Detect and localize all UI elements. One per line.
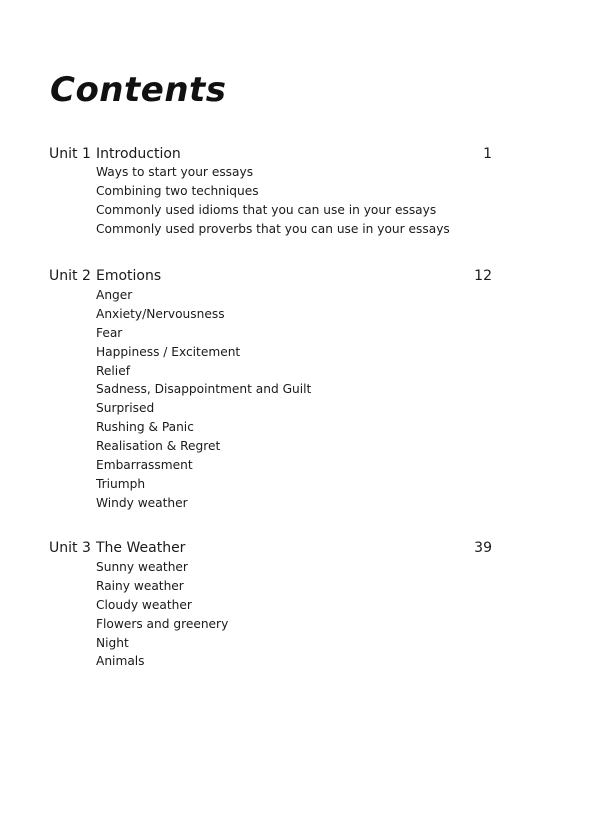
topic-item[interactable]: Sadness, Disappointment and Guilt [96, 382, 312, 397]
topic-item[interactable]: Fear [96, 325, 123, 340]
topic-item[interactable]: Surprised [96, 401, 155, 416]
topic-item[interactable]: Realisation & Regret [96, 439, 221, 454]
topic-item[interactable]: Anger [96, 288, 133, 302]
unit-number: Unit 3 [49, 540, 91, 556]
topic-item[interactable]: Anxiety/Nervousness [96, 306, 225, 321]
topic-list [49, 286, 492, 513]
unit-heading[interactable] [49, 538, 492, 558]
topic-item[interactable]: Rainy weather [96, 578, 184, 593]
topic-item[interactable]: Triumph [96, 476, 146, 491]
topic-item[interactable]: Relief [96, 363, 130, 378]
page-title: Contents [50, 70, 227, 110]
topic-item[interactable]: Cloudy weather [96, 597, 192, 612]
topic-item[interactable]: Combining two techniques [96, 183, 259, 198]
unit-page-number: 1 [483, 146, 492, 162]
topic-item[interactable]: Embarrassment [96, 458, 193, 473]
topic-item[interactable]: Rushing & Panic [96, 420, 194, 435]
toc-unit-3 [49, 538, 492, 671]
topic-item[interactable]: Ways to start your essays [96, 165, 254, 179]
topic-item[interactable]: Commonly used proverbs that you can use in your essays [96, 221, 450, 236]
topic-item[interactable]: Flowers and greenery [96, 616, 229, 631]
topic-item[interactable]: Commonly used idioms that you can use in your essays [96, 202, 437, 217]
topic-item[interactable]: Sunny weather [96, 560, 188, 574]
topic-item[interactable]: Happiness / Excitement [96, 344, 241, 359]
unit-heading[interactable] [49, 266, 492, 286]
topic-item[interactable]: Animals [96, 654, 145, 669]
unit-number: Unit 2 [49, 268, 91, 284]
topic-list [49, 558, 492, 671]
topic-item[interactable]: Night [96, 635, 129, 650]
unit-page-number: 12 [474, 268, 492, 284]
topic-item[interactable]: Windy weather [96, 495, 188, 510]
toc-unit-2 [49, 266, 492, 513]
topic-list [49, 163, 492, 239]
toc-unit-1 [49, 144, 492, 239]
unit-title: Introduction [96, 146, 181, 162]
unit-title: The Weather [96, 540, 186, 556]
unit-number: Unit 1 [49, 146, 91, 162]
unit-page-number: 39 [474, 540, 492, 556]
unit-title: Emotions [96, 268, 162, 284]
unit-heading[interactable] [49, 144, 492, 164]
